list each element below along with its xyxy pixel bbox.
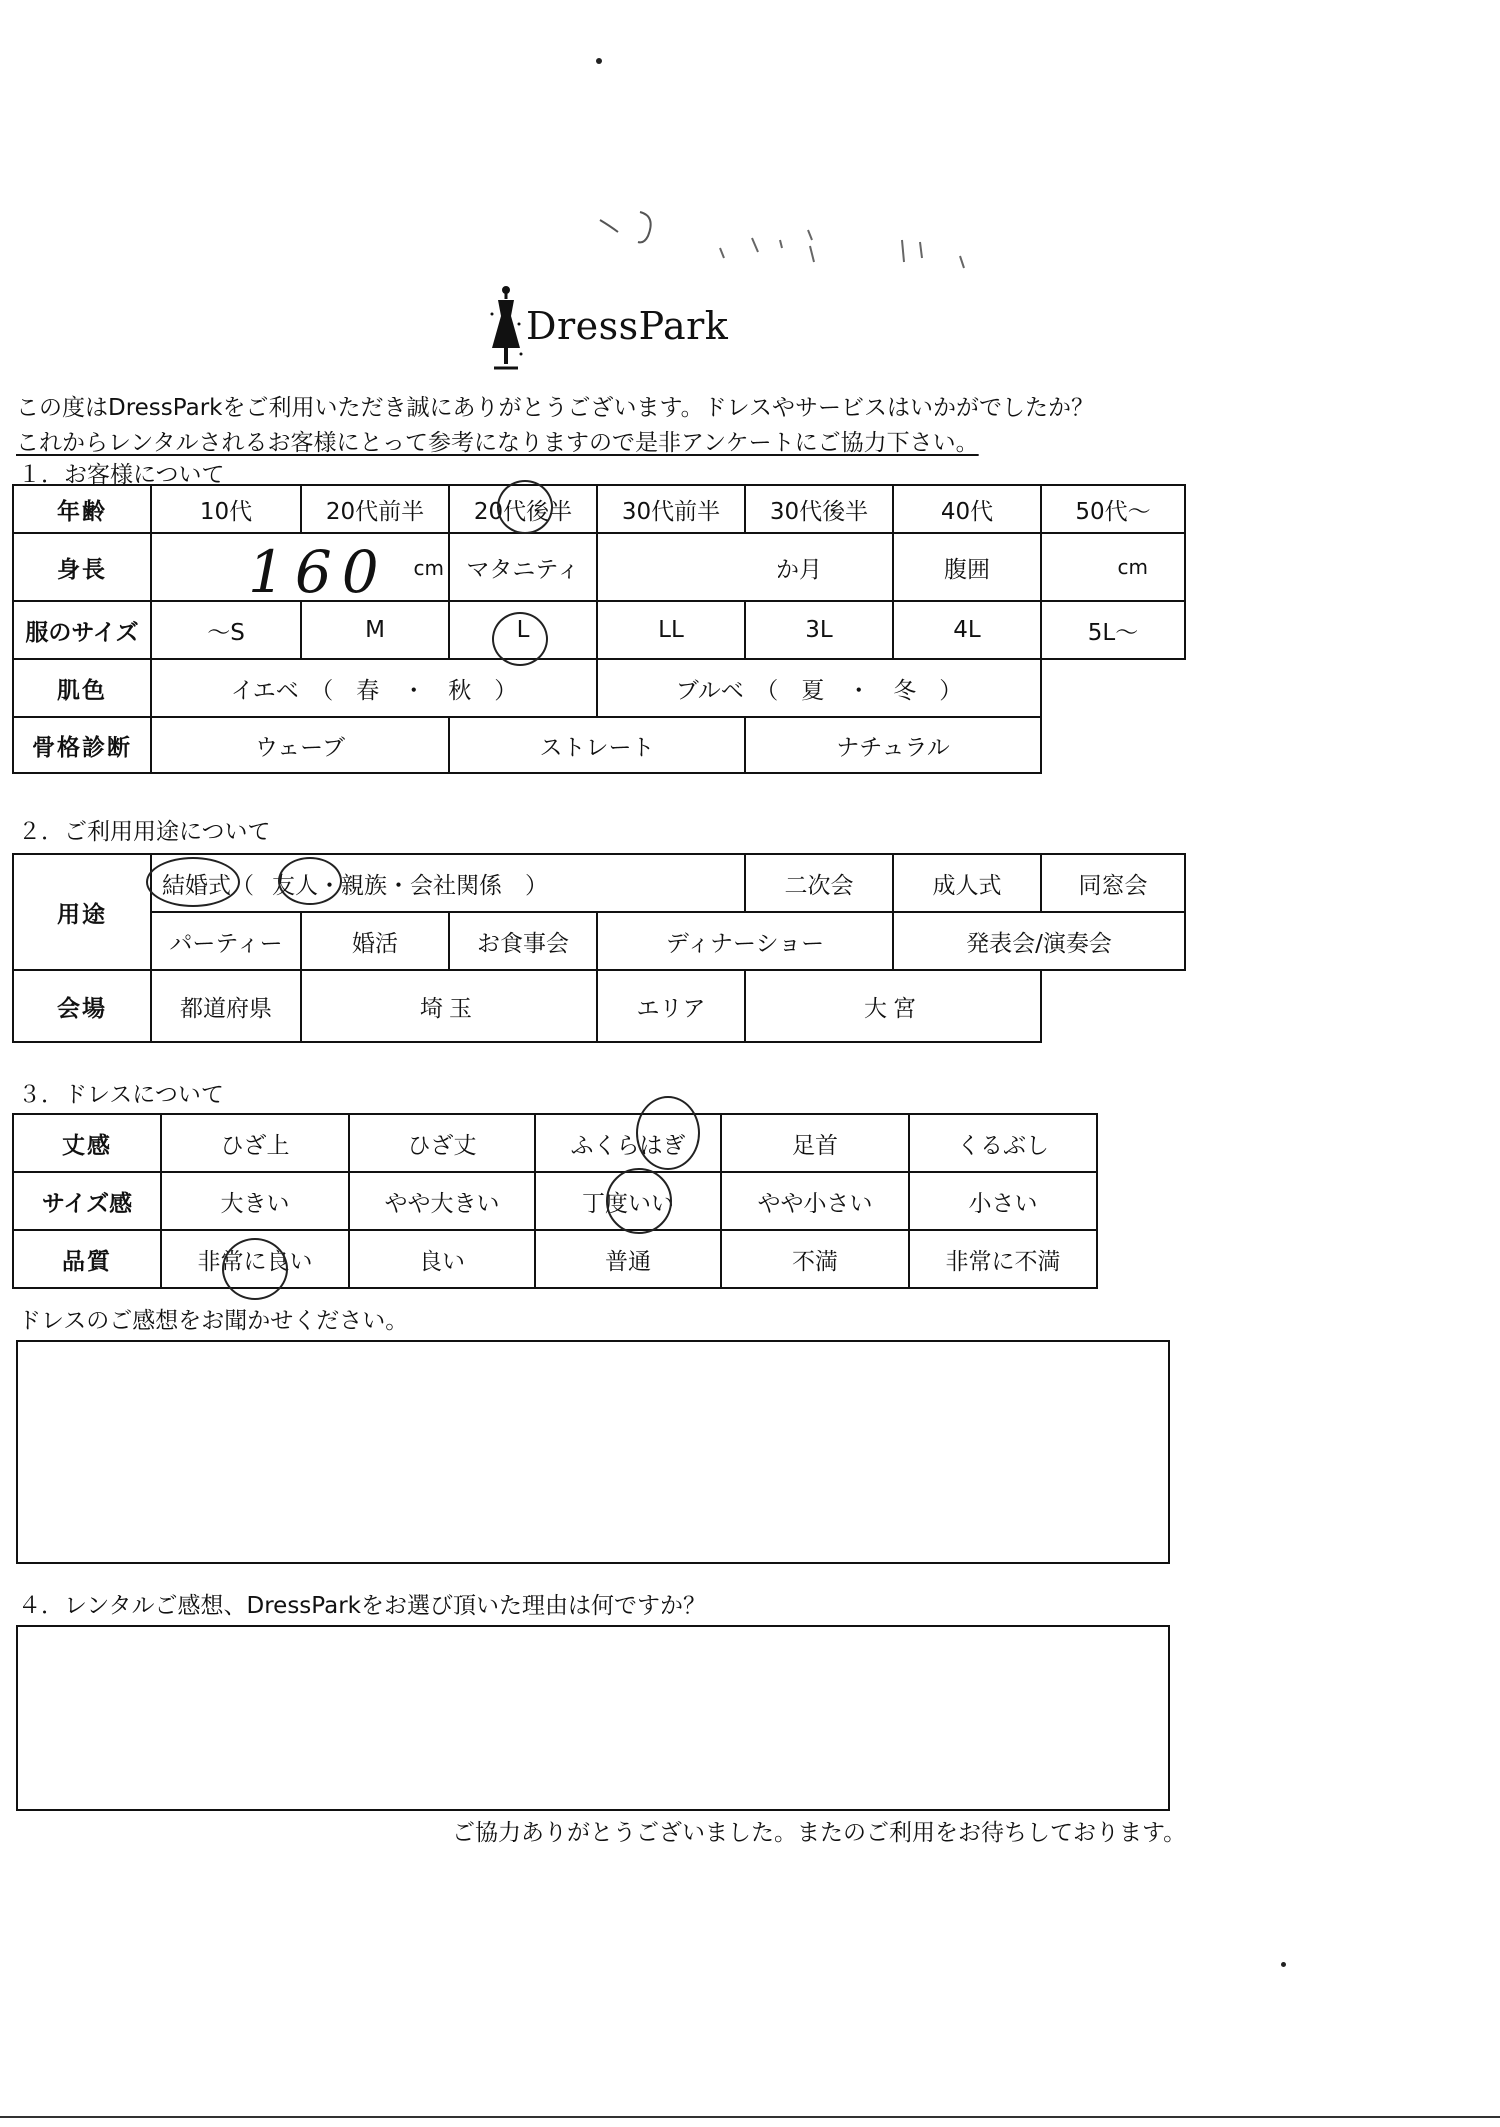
- purpose-friend[interactable]: 友人: [272, 872, 318, 899]
- size-feel-small[interactable]: 小さい: [909, 1172, 1097, 1230]
- dress-mannequin-icon: [486, 284, 526, 374]
- length-label: 丈感: [13, 1114, 161, 1172]
- age-option-40s[interactable]: 40代: [893, 485, 1041, 533]
- waist-field[interactable]: [1041, 533, 1185, 601]
- size-feel-label: サイズ感: [13, 1172, 161, 1230]
- maternity-label: マタニティ: [449, 533, 597, 601]
- size-feel-slightly-small[interactable]: やや小さい: [721, 1172, 909, 1230]
- footer-thanks: ご協力ありがとうございました。またのご利用をお待ちしております。: [452, 1820, 1187, 1846]
- customer-info-table: [12, 484, 1186, 774]
- age-option-early-30s[interactable]: 30代前半: [597, 485, 745, 533]
- prefecture-label: 都道府県: [151, 970, 301, 1042]
- purpose-coming-of-age[interactable]: 成人式: [893, 854, 1041, 912]
- length-above-knee[interactable]: ひざ上: [161, 1114, 349, 1172]
- size-option-5l[interactable]: 5L～: [1041, 601, 1185, 659]
- purpose-wedding-label: 結婚式: [162, 872, 231, 899]
- purpose-wedding-paren: （: [231, 872, 254, 899]
- purpose-konkatsu[interactable]: 婚活: [301, 912, 449, 970]
- quality-average[interactable]: 普通: [535, 1230, 721, 1288]
- size-option-s[interactable]: ～S: [151, 601, 301, 659]
- purpose-wedding-detail: ・親族・会社関係 ）: [318, 872, 548, 899]
- length-anklebone[interactable]: くるぶし: [909, 1114, 1097, 1172]
- area-value[interactable]: 大宮: [745, 970, 1041, 1042]
- bottom-rule: [0, 2116, 1500, 2118]
- purpose-reunion[interactable]: 同窓会: [1041, 854, 1185, 912]
- body-type-straight[interactable]: ストレート: [449, 717, 745, 773]
- purpose-wedding[interactable]: [151, 854, 745, 912]
- age-option-early-20s[interactable]: 20代前半: [301, 485, 449, 533]
- quality-dissatisfied[interactable]: 不満: [721, 1230, 909, 1288]
- skin-color-label: 肌色: [13, 659, 151, 717]
- skin-blue-base[interactable]: ブルベ （ 夏 ・ 冬 ）: [597, 659, 1041, 717]
- length-ankle[interactable]: 足首: [721, 1114, 909, 1172]
- age-option-50s[interactable]: 50代～: [1041, 485, 1185, 533]
- purpose-after-party[interactable]: 二次会: [745, 854, 893, 912]
- waist-label: 腹囲: [893, 533, 1041, 601]
- section-1-title: １．お客様について: [18, 462, 225, 488]
- reason-comment-box[interactable]: [16, 1625, 1170, 1811]
- scan-noise: [580, 200, 1000, 290]
- size-option-m[interactable]: M: [301, 601, 449, 659]
- length-knee[interactable]: ひざ丈: [349, 1114, 535, 1172]
- purpose-dinner[interactable]: お食事会: [449, 912, 597, 970]
- maternity-month-field[interactable]: [597, 533, 893, 601]
- body-type-label: 骨格診断: [13, 717, 151, 773]
- age-option-late-20s[interactable]: 20代後半: [449, 485, 597, 533]
- height-value: 160: [248, 538, 389, 601]
- quality-label: 品質: [13, 1230, 161, 1288]
- section-2-title: ２．ご利用用途について: [18, 819, 271, 845]
- clothes-size-label: 服のサイズ: [13, 601, 151, 659]
- purpose-dinner-show[interactable]: ディナーショー: [597, 912, 893, 970]
- body-type-natural[interactable]: ナチュラル: [745, 717, 1041, 773]
- purpose-label: 用途: [13, 854, 151, 970]
- skin-yellow-base[interactable]: イエベ （ 春 ・ 秋 ）: [151, 659, 597, 717]
- dress-table: [12, 1113, 1098, 1289]
- dress-comment-prompt: ドレスのご感想をお聞かせください。: [18, 1308, 409, 1334]
- size-option-4l[interactable]: 4L: [893, 601, 1041, 659]
- size-feel-large[interactable]: 大きい: [161, 1172, 349, 1230]
- scan-speck: [1281, 1962, 1286, 1967]
- height-field[interactable]: [151, 533, 449, 601]
- brand-logo-text: DressPark: [526, 304, 729, 348]
- quality-very-good[interactable]: 非常に良い: [161, 1230, 349, 1288]
- height-unit: cm: [413, 556, 444, 580]
- age-label: 年齢: [13, 485, 151, 533]
- age-option-10s[interactable]: 10代: [151, 485, 301, 533]
- height-label: 身長: [13, 533, 151, 601]
- size-feel-just-right[interactable]: 丁度いい: [535, 1172, 721, 1230]
- size-option-l[interactable]: L: [449, 601, 597, 659]
- scan-speck: [596, 58, 602, 64]
- body-type-wave[interactable]: ウェーブ: [151, 717, 449, 773]
- size-feel-slightly-large[interactable]: やや大きい: [349, 1172, 535, 1230]
- section-3-title: ３．ドレスについて: [18, 1082, 224, 1108]
- month-unit: か月: [776, 556, 822, 583]
- venue-label: 会場: [13, 970, 151, 1042]
- purpose-recital[interactable]: 発表会/演奏会: [893, 912, 1185, 970]
- waist-unit: cm: [1117, 555, 1148, 579]
- intro-line-1: この度はDressParkをご利用いただき誠にありがとうございます。ドレスやサービスはいかがでしたか？: [16, 395, 1094, 421]
- quality-good[interactable]: 良い: [349, 1230, 535, 1288]
- length-calf[interactable]: ふくらはぎ: [535, 1114, 721, 1172]
- area-label: エリア: [597, 970, 745, 1042]
- usage-table: [12, 853, 1186, 1043]
- age-option-late-30s[interactable]: 30代後半: [745, 485, 893, 533]
- brand-logo: [486, 284, 736, 374]
- dress-comment-box[interactable]: [16, 1340, 1170, 1564]
- intro-line-2: これからレンタルされるお客様にとって参考になりますので是非アンケートにご協力下さい。: [16, 430, 979, 456]
- quality-very-dissatisfied[interactable]: 非常に不満: [909, 1230, 1097, 1288]
- section-4-title: ４．レンタルご感想、DressParkをお選び頂いた理由は何ですか？: [18, 1593, 706, 1619]
- size-option-ll[interactable]: LL: [597, 601, 745, 659]
- prefecture-value[interactable]: 埼玉: [301, 970, 597, 1042]
- size-option-3l[interactable]: 3L: [745, 601, 893, 659]
- purpose-party[interactable]: パーティー: [151, 912, 301, 970]
